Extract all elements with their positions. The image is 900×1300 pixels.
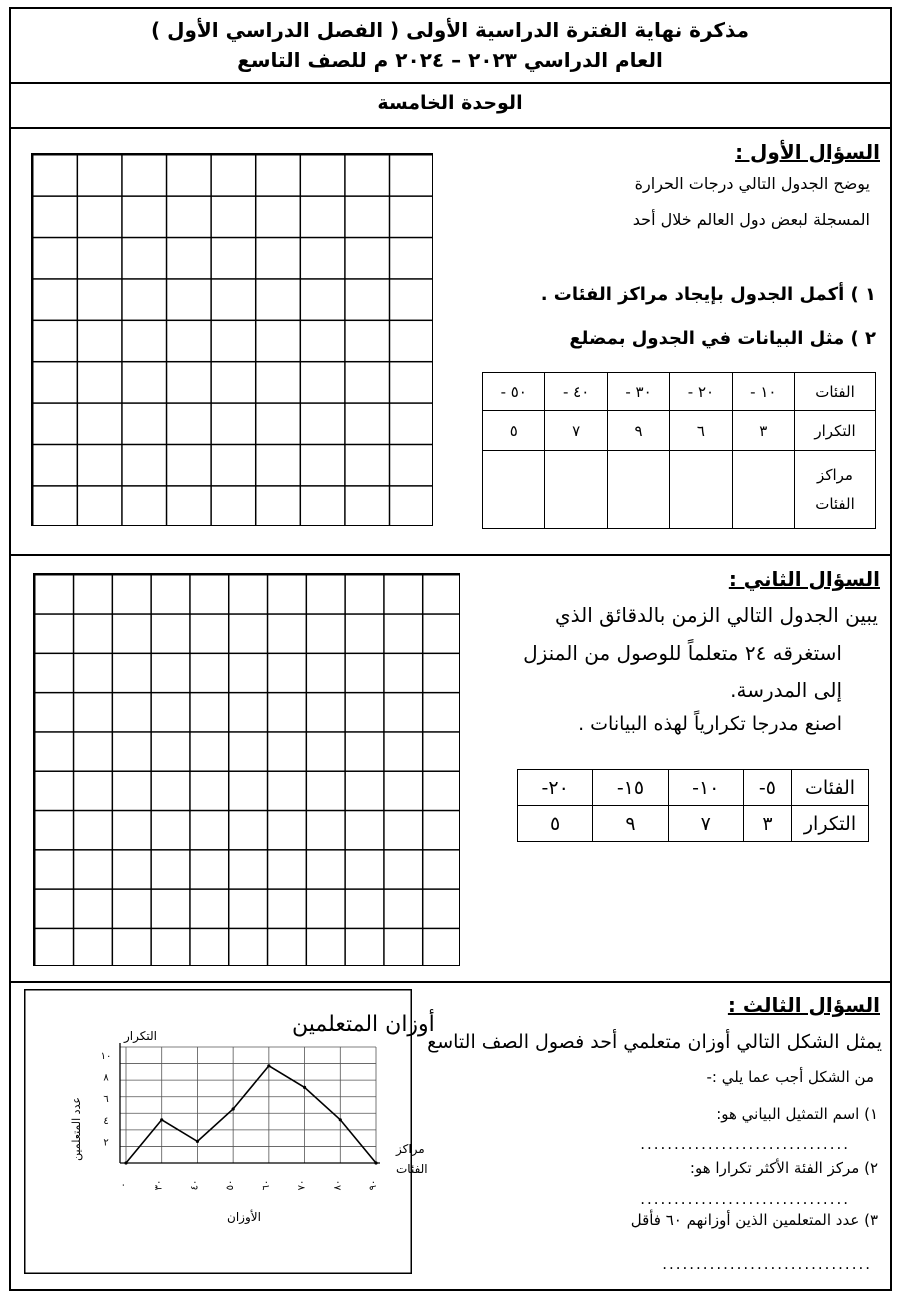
page-title: مذكرة نهاية الفترة الدراسية الأولى ( الفصل الدراسي الأول )	[150, 18, 749, 42]
table-cell	[795, 451, 876, 529]
q2-heading: السؤال الثاني :	[728, 567, 880, 591]
table-row	[483, 411, 876, 451]
data-point	[339, 1118, 342, 1121]
y-tick-label: ١٠	[100, 1051, 112, 1062]
q3-heading: السؤال الثالث :	[727, 993, 880, 1017]
unit-title: الوحدة الخامسة	[377, 92, 523, 114]
table-cell: ٣٠ -	[607, 373, 669, 411]
q2-text-3: إلى المدرسة.	[730, 678, 842, 702]
table-cell: الفئات	[792, 770, 869, 806]
chart-title: أوزان المتعلمين	[292, 1012, 435, 1037]
table-row	[518, 770, 869, 806]
table-cell: ٣	[743, 806, 791, 842]
table-cell: ٧	[545, 411, 607, 451]
q1-table	[482, 372, 876, 529]
table-cell: ٥٠ -	[483, 373, 545, 411]
table-row	[483, 373, 876, 411]
table-cell: ٩	[607, 411, 669, 451]
x-tick-label: ٥٠	[225, 1179, 237, 1191]
table-cell: ١٠-	[668, 770, 743, 806]
school-year: العام الدراسي ٢٠٢٣ – ٢٠٢٤ م للصف التاسع	[237, 48, 663, 72]
q1-task-1: ١ ) أكمل الجدول بإيجاد مراكز الفئات .	[540, 284, 876, 305]
q1-heading: السؤال الأول :	[735, 140, 880, 164]
q1-text-1: يوضح الجدول التالي درجات الحرارة	[634, 174, 870, 193]
data-point	[196, 1140, 199, 1143]
answer-cell[interactable]	[483, 451, 545, 529]
y-tick-label: ٨	[103, 1072, 109, 1084]
row-label-a: مراكز	[817, 466, 853, 484]
x-tick-label: ٤٠	[189, 1179, 201, 1191]
data-point	[124, 1161, 127, 1164]
table-cell: ٧	[668, 806, 743, 842]
q3-item-2: ٢) مركز الفئة الأكثر تكرارا هو:	[689, 1159, 878, 1177]
q2-text-1: يبين الجدول التالي الزمن بالدقائق الذي	[554, 603, 878, 627]
x-axis-side-label-a: مراكز	[396, 1142, 425, 1156]
answer-line-3[interactable]: ...............................	[662, 1255, 872, 1273]
x-axis-label: الأوزان	[227, 1210, 261, 1224]
q3-item-1: ١) اسم التمثيل البياني هو:	[716, 1105, 878, 1123]
q2-graph-grid[interactable]	[33, 573, 460, 966]
divider	[9, 82, 892, 84]
answer-cell[interactable]	[670, 451, 732, 529]
x-tick-label: ٣٠	[153, 1179, 165, 1191]
x-tick-label: ٨٠	[332, 1179, 344, 1191]
data-point	[374, 1161, 377, 1164]
q1-text-2: المسجلة لبعض دول العالم خلال أحد	[632, 210, 870, 229]
answer-cell[interactable]	[607, 451, 669, 529]
q2-text-4: اصنع مدرجا تكرارياً لهذه البيانات .	[578, 713, 842, 735]
answer-line-1[interactable]: ...............................	[640, 1135, 850, 1153]
x-tick-label: ٧٠	[296, 1179, 308, 1191]
table-row	[518, 806, 869, 842]
x-tick-label: ٩٠	[368, 1179, 379, 1191]
table-cell: ٣	[732, 411, 794, 451]
y-tick-label: ٤	[103, 1115, 109, 1127]
x-axis-side-label-b: الفئات	[396, 1162, 428, 1176]
q2-text-2: استغرقه ٢٤ متعلماً للوصول من المنزل	[523, 641, 842, 665]
table-cell: التكرار	[795, 411, 876, 451]
y-tick-label: ٢	[103, 1137, 109, 1149]
data-point	[160, 1118, 163, 1121]
row-label-b: الفئات	[815, 494, 855, 513]
q3-item-3: ٣) عدد المتعلمين الذين أوزانهم ٦٠ فأقل	[630, 1211, 878, 1229]
table-row	[483, 451, 876, 529]
q3-text-1: يمثل الشكل التالي أوزان متعلمي أحد فصول الصف التاسع	[427, 1031, 882, 1053]
divider	[9, 554, 892, 556]
table-cell: التكرار	[792, 806, 869, 842]
table-cell: ٢٠ -	[670, 373, 732, 411]
table-cell: ٦	[670, 411, 732, 451]
y-axis-label: التكرار	[124, 1029, 157, 1043]
q2-table	[517, 769, 869, 842]
table-cell: ١٥-	[593, 770, 668, 806]
y-tick-label: ٦	[103, 1094, 109, 1106]
table-cell: ٩	[593, 806, 668, 842]
y-axis-side-label: عدد المتعلمين	[70, 1097, 83, 1161]
q3-text-2: من الشكل أجب عما يلي :-	[706, 1068, 874, 1086]
q1-task-2: ٢ ) مثل البيانات في الجدول بمضلع	[569, 328, 876, 349]
divider	[9, 981, 892, 983]
data-point	[232, 1107, 235, 1110]
x-tick-label: ٠	[118, 1182, 129, 1188]
q1-graph-grid[interactable]	[31, 153, 433, 526]
table-cell: ٥	[518, 806, 593, 842]
table-cell: ١٠ -	[732, 373, 794, 411]
data-point	[267, 1064, 270, 1067]
divider	[9, 127, 892, 129]
weights-frequency-polygon	[24, 989, 435, 1274]
table-cell: ٤٠ -	[545, 373, 607, 411]
answer-cell[interactable]	[732, 451, 794, 529]
table-cell: ٥-	[743, 770, 791, 806]
answer-line-2[interactable]: ...............................	[640, 1190, 850, 1208]
table-cell: ٢٠-	[518, 770, 593, 806]
x-tick-label: ٦٠	[260, 1179, 272, 1191]
table-cell: الفئات	[795, 373, 876, 411]
answer-cell[interactable]	[545, 451, 607, 529]
table-cell: ٥	[483, 411, 545, 451]
data-point	[303, 1086, 306, 1089]
